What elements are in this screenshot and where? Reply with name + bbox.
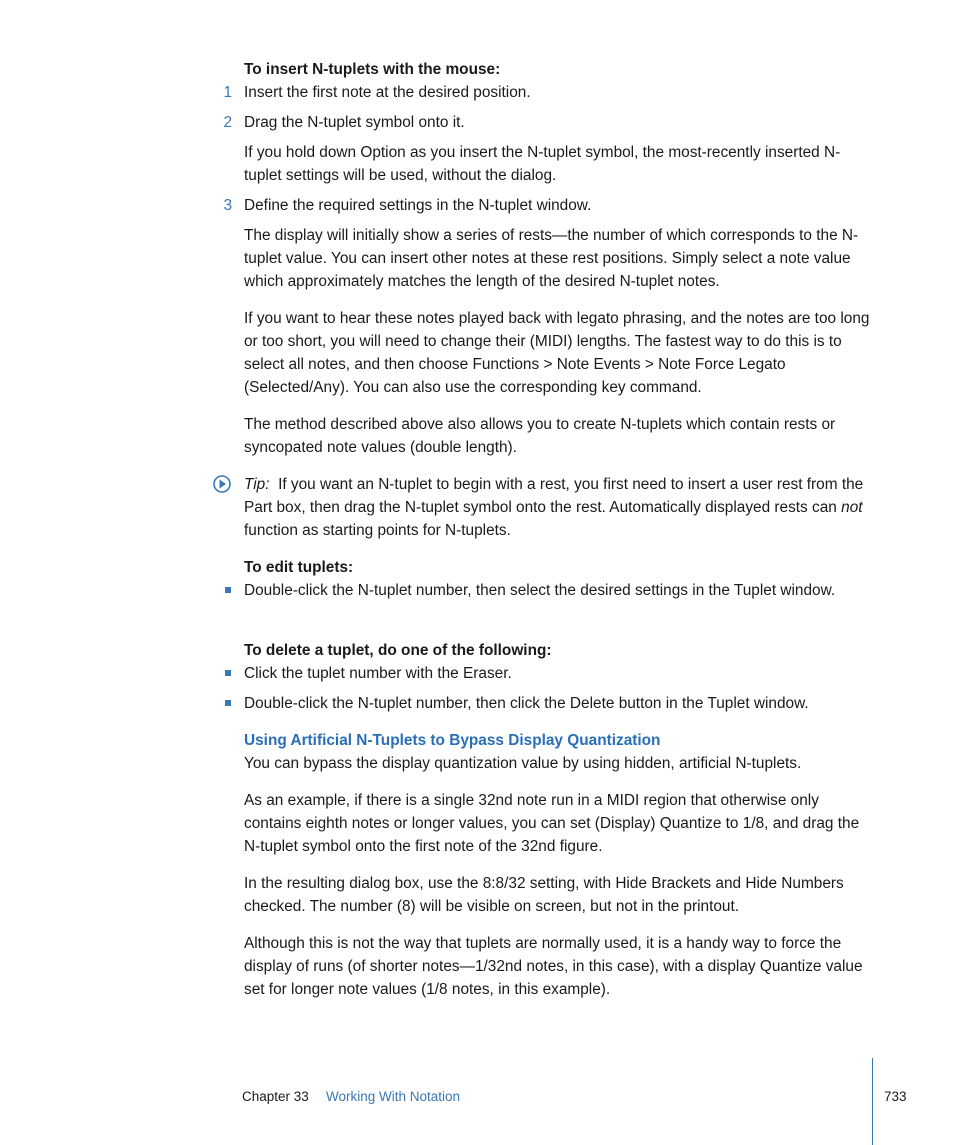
tip-label: Tip:: [244, 476, 270, 493]
tip-text-after: function as starting points for N-tuplets.: [244, 522, 511, 539]
tip-arrow-icon: [213, 475, 231, 493]
footer-divider: [872, 1058, 873, 1145]
tip-paragraph: [244, 473, 874, 542]
step-3-paragraph: The method described above also allows you to create N-tuplets which contain rests or syncopated note values (double length).: [244, 416, 836, 456]
delete-procedure-heading: To delete a tuplet, do one of the following:: [244, 642, 552, 659]
body-paragraph: As an example, if there is a single 32nd note run in a MIDI region that otherwise only contains eighth notes or longer values, you can set (Display) Quantize to 1/8, and drag the N-tuplet symbol onto the first note of the 32nd figure.: [244, 792, 860, 855]
mouse-procedure-heading: To insert N-tuplets with the mouse:: [244, 61, 501, 78]
body-paragraph: In the resulting dialog box, use the 8:8/32 setting, with Hide Brackets and Hide Numbers checked. The number (8) will be visible on screen, but not in the printout.: [244, 875, 844, 915]
body-paragraph: Although this is not the way that tuplets are normally used, it is a handy way to force the display of runs (of shorter notes—1/32nd notes, in this case), with a display Quantize value set for longer note values (1/8 notes, in this example).: [244, 935, 863, 998]
tip-text-before: If you want an N-tuplet to begin with a rest, you first need to insert a user rest from the Part box, then drag the N-tuplet symbol onto the rest. Automatically displayed rests can: [244, 476, 864, 516]
section-heading: Using Artificial N-Tuplets to Bypass Display Quantization: [244, 732, 661, 749]
bullet-square-icon: [225, 670, 231, 676]
step-number-1: 1: [223, 84, 232, 101]
delete-bullet-text: Click the tuplet number with the Eraser.: [244, 665, 512, 682]
step-2-text: Drag the N-tuplet symbol onto it.: [244, 114, 465, 131]
footer-chapter-title: Working With Notation: [326, 1089, 461, 1104]
step-3-paragraph: The display will initially show a series of rests—the number of which corresponds to the N-tuplet value. You can insert other notes at these rest positions. Simply select a note value which approximately matches the length of the desired N-tuplet notes.: [244, 227, 859, 290]
bullet-square-icon: [225, 587, 231, 593]
edit-bullet-text: Double-click the N-tuplet number, then select the desired settings in the Tuplet window.: [244, 582, 836, 599]
body-paragraph: You can bypass the display quantization value by using hidden, artificial N-tuplets.: [244, 755, 802, 772]
step-number-2: 2: [223, 114, 232, 131]
step-3-paragraph: If you want to hear these notes played back with legato phrasing, and the notes are too long or too short, you will need to change their (MIDI) lengths. The fastest way to do this is to select all notes, and then choose Functions > Note Events > Note Force Legato (Selected/Any). You can also use the corresponding key command.: [244, 310, 870, 396]
step-2-note: If you hold down Option as you insert the N-tuplet symbol, the most-recently inserted N-tuplet settings will be used, without the dialog.: [244, 144, 841, 184]
page-number: 733: [884, 1089, 907, 1104]
footer-chapter-label: Chapter 33: [242, 1089, 309, 1104]
bullet-square-icon: [225, 700, 231, 706]
step-1-text: Insert the first note at the desired position.: [244, 84, 531, 101]
step-number-3: 3: [223, 197, 232, 214]
step-3-text: Define the required settings in the N-tuplet window.: [244, 197, 592, 214]
tip-emphasis: not: [841, 499, 863, 516]
edit-procedure-heading: To edit tuplets:: [244, 559, 354, 576]
delete-bullet-text: Double-click the N-tuplet number, then click the Delete button in the Tuplet window.: [244, 695, 809, 712]
